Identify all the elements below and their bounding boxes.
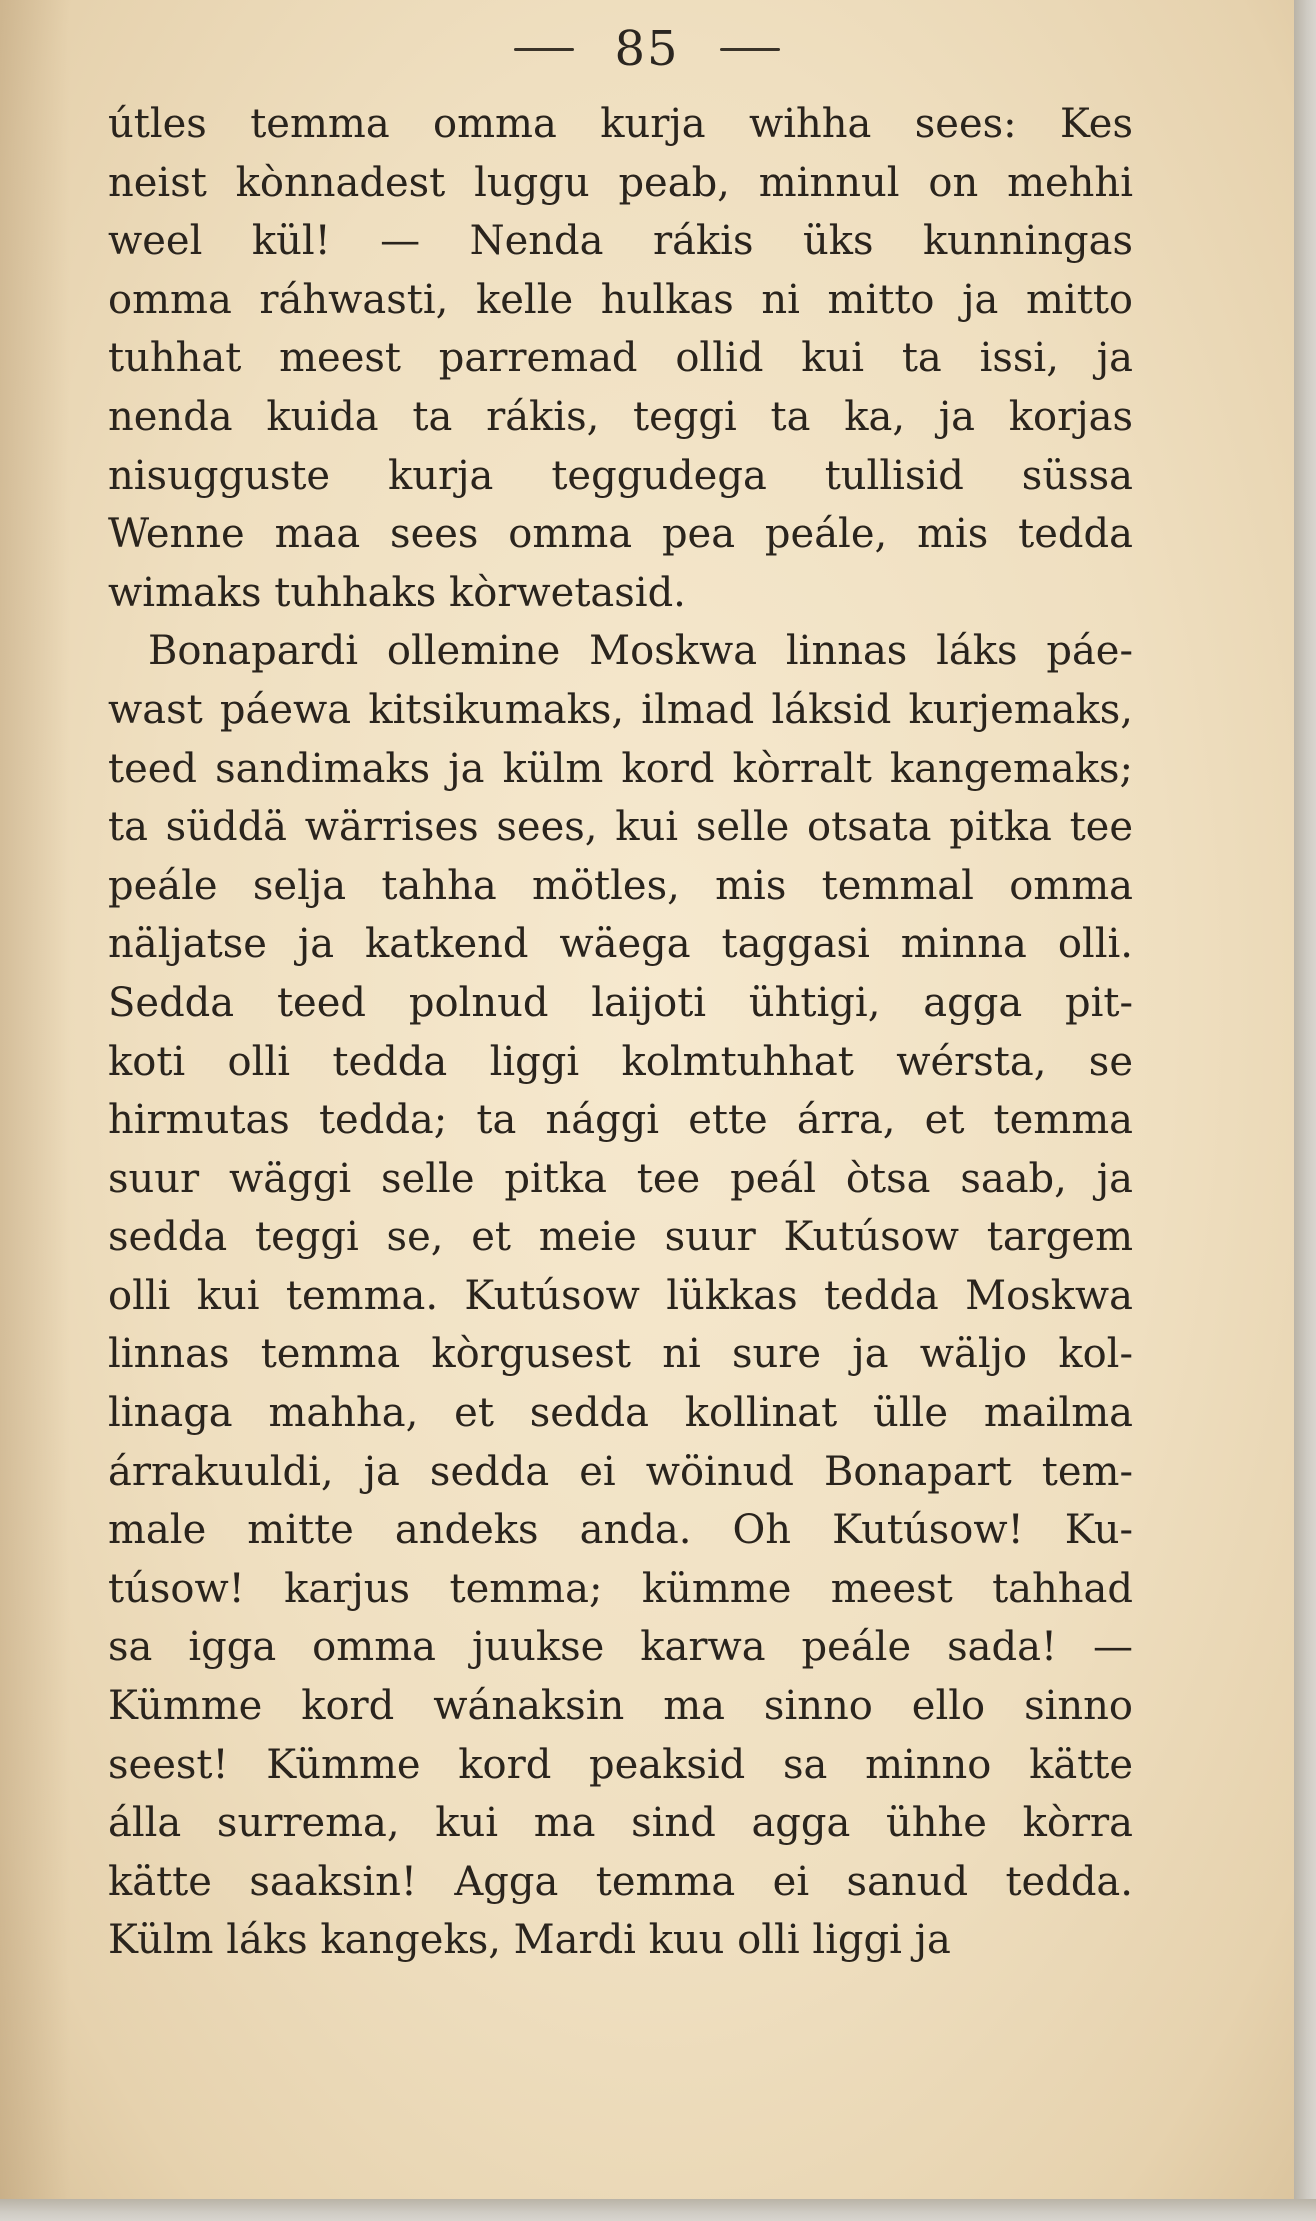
text-line: álla surrema, kui ma sind agga ühhe kòrra [108, 1800, 1133, 1847]
text-line: Külm láks kangeks, Mardi kuu olli liggi ja [108, 1917, 951, 1964]
page-number: 85 [614, 21, 680, 77]
text-line: koti olli tedda liggi kolmtuhhat wérsta, se [108, 1038, 1133, 1085]
text-line: Sedda teed polnud laijoti ühtigi, agga pit- [108, 979, 1133, 1026]
text-line: nisugguste kurja teggudega tullisid süssa [108, 452, 1133, 499]
text-line: wimaks tuhhaks kòrwetasid. [108, 569, 686, 616]
text-line: male mitte andeks anda. Oh Kutúsow! Ku- [108, 1507, 1133, 1554]
text-line: peále selja tahha mötles, mis temmal omma [108, 862, 1133, 909]
text-line: omma ráhwasti, kelle hulkas ni mitto ja mitto [108, 276, 1133, 323]
text-line: tuhhat meest parremad ollid kui ta issi, ja [108, 335, 1133, 382]
text-line: olli kui temma. Kutúsow lükkas tedda Moskwa [108, 1272, 1133, 1319]
paragraph-2 [108, 622, 1133, 1970]
text-line: Bonapardi ollemine Moskwa linnas láks páe- [148, 628, 1133, 675]
body-text [108, 95, 1133, 1970]
text-line: linaga mahha, et sedda kollinat ülle mailma [108, 1390, 1133, 1437]
text-line: ta süddä wärrises sees, kui selle otsata pitka tee [108, 804, 1133, 851]
page-gutter-shadow [0, 0, 70, 2199]
text-line: sa igga omma juukse karwa peále sada! — [108, 1624, 1133, 1671]
text-line: túsow! karjus temma; kümme meest tahhad [108, 1565, 1133, 1612]
text-line: árrakuuldi, ja sedda ei wöinud Bonapart tem- [108, 1448, 1133, 1495]
text-line: kätte saaksin! Agga temma ei sanud tedda. [108, 1858, 1133, 1905]
text-line: Kümme kord wánaksin ma sinno ello sinno [108, 1683, 1133, 1730]
text-line: nenda kuida ta rákis, teggi ta ka, ja korjas [108, 393, 1133, 440]
scan-edge-right [1294, 0, 1316, 2221]
text-line: Wenne maa sees omma pea peále, mis tedda [108, 511, 1133, 558]
text-line: linnas temma kòrgusest ni sure ja wäljo kol- [108, 1331, 1133, 1378]
header-dash-right [720, 48, 780, 51]
text-line: neist kònnadest luggu peab, minnul on mehhi [108, 159, 1133, 206]
text-line: hirmutas tedda; ta nággi ette árra, et temma [108, 1097, 1133, 1144]
text-line: sedda teggi se, et meie suur Kutúsow targem [108, 1214, 1133, 1261]
text-line: teed sandimaks ja külm kord kòrralt kangemaks; [108, 745, 1133, 792]
page-header [0, 14, 1294, 84]
scan-edge-bottom [0, 2199, 1316, 2221]
text-line: näljatse ja katkend wäega taggasi minna olli. [108, 921, 1133, 968]
text-line: útles temma omma kurja wihha sees: Kes [108, 101, 1133, 147]
text-line: suur wäggi selle pitka tee peál òtsa saab, ja [108, 1155, 1133, 1202]
paragraph-1 [108, 95, 1133, 622]
text-line: wast páewa kitsikumaks, ilmad láksid kurjemaks, [108, 686, 1133, 733]
text-line: seest! Kümme kord peaksid sa minno kätte [108, 1741, 1133, 1788]
header-dash-left [514, 48, 574, 51]
text-line: weel kül! — Nenda rákis üks kunningas [108, 218, 1133, 265]
